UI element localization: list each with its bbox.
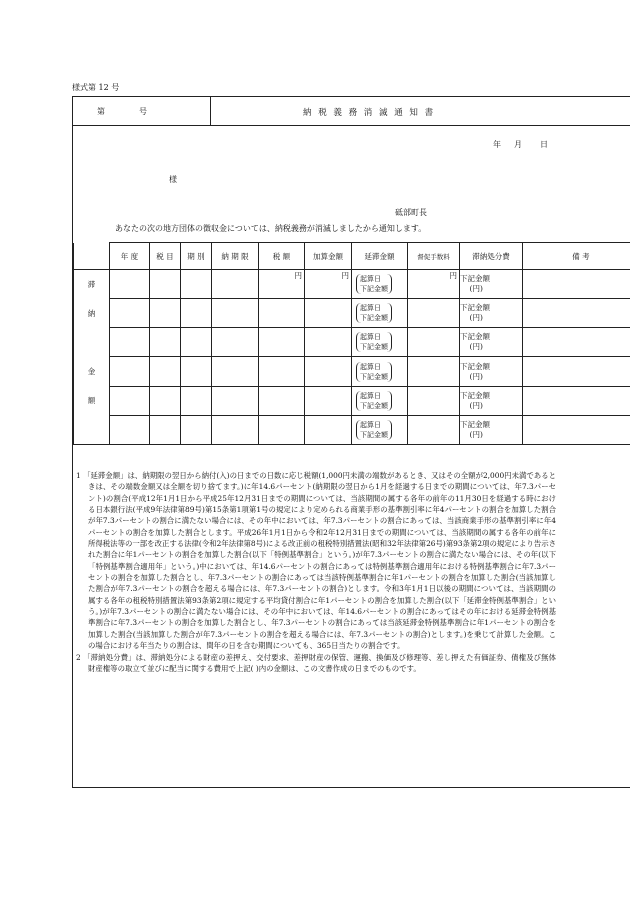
below-amount-label: 下記金額 <box>460 274 490 284</box>
notice-form <box>72 96 630 788</box>
note-1: 1 「延滞金額」は、納期限の翌日から納付(入)の日までの日数に応じ税額(1,000円未満の端数があるとき、又はその全額が2,000円未満であるときは、その端数金額又は全額を切り捨てます。)に年14.6パーセント(納期限の翌日から1月を経過する日までの期間については、年7.3パーセント)の割合(平成12年1月1日から平成25年12月31日までの期間については、当該期間の属する各年の前年の11月30日を経過する時における日本銀行法(平成9年法律第89号)第15条第1項第1号の規定により定められる商業手形の基準割引率に年4パーセントの割合を加算した割合が年7.3パーセントの割合に満たない場合には、その年中においては、年7.3パーセントの割合にあっては、当該商業手形の基準割引率に年4パーセントの割合を加算した割合とします。平成26年1月1日から令和2年12月31日までの期間については、当該期間の属する各年の前年に所得税法等の一部を改正する法律(令和2年法律第8号)による改正前の租税特別措置法(昭和32年法律第26号)第93条第2項の規定により告示された割合に年1パーセントの割合を加算した割合(以下「特例基準割合」という。)が年7.3パーセントの割合に満たない場合には、その年(以下「特例基準割合適用年」という。)中においては、年14.6パーセントの割合にあっては特例基準割合適用年における特例基準割合に年7.3パーセントの割合を加算した割合とし、年7.3パーセントの割合にあっては当該特例基準割合に年1パーセントの割合を加算した割合(当該加算した割合が年7.3パーセントの割合を超える場合には、年7.3パーセントの割合)とします。令和3年1月1日以後の期間については、当該期間の属する各年の租税特別措置法第93条第2項に規定する平均貸付割合に年1パーセントの割合を加算した割合(以下「延滞金特例基準割合」という。)が年7.3パーセントの割合に満たない場合には、その年中においては、年14.6パーセントの割合にあってはその年における延滞金特例基準割合に年7.3パーセントの割合を加算した割合とし、年7.3パーセントの割合にあっては当該延滞金特例基準割合に年1パーセントの割合を加算した割合(当該加算した割合が年7.3パーセントの割合を超える場合には、年7.3パーセントの割合)とします。)を乗じて計算した金額。この場合における年当たりの割合は、閏年の日を含む期間についても、365日当たりの割合です。 <box>76 471 556 651</box>
below-amount-label: 下記金額 <box>460 419 490 429</box>
table-row <box>74 328 630 357</box>
side-label: 金 <box>74 357 110 386</box>
below-amount-label: 下記金額 <box>460 361 490 371</box>
below-amount-label: 下記金額 <box>360 285 388 294</box>
start-date-label: 起算日 <box>360 420 381 429</box>
side-label: 額 <box>74 386 110 415</box>
header-reminder-fee: 督促手数料 <box>408 243 460 270</box>
header-tax-amount: 税 額 <box>259 243 305 270</box>
date-day: 日 <box>540 140 548 149</box>
header-period: 期 別 <box>181 243 212 270</box>
yen-paren: (円) <box>469 371 483 381</box>
start-date-label: 起算日 <box>360 391 381 400</box>
below-amount-label: 下記金額 <box>360 430 388 439</box>
yen-paren: (円) <box>469 429 483 439</box>
below-amount-label: 下記金額 <box>360 343 388 352</box>
below-amount-label: 下記金額 <box>360 372 388 381</box>
number-label-2: 号 <box>139 107 147 116</box>
yen-paren: (円) <box>469 342 483 352</box>
note-2: 2 「滞納処分費」は、滞納処分による財産の差押え、交付要求、差押財産の保管、運搬、換価及び修理等、差し押えた有価証券、債権及び無体財産権等の取立て並びに配当に関する費用で上記( )内の金額は、この文書作成の日までのものです。 <box>76 652 556 673</box>
yen-paren: (円) <box>469 313 483 323</box>
intro-text: あなたの次の地方団体の徴収金については、納税義務が消滅しましたから通知します。 <box>115 224 427 233</box>
side-label: 滞 <box>74 270 110 299</box>
table-row <box>74 386 630 415</box>
date-month: 月 <box>514 140 522 149</box>
document-title: 納 税 義 務 消 滅 通 知 書 <box>303 108 436 118</box>
yen-unit: 円 <box>408 270 460 299</box>
header-remarks: 備 考 <box>523 243 630 270</box>
date-year: 年 <box>493 140 501 149</box>
header-additional-amount: 加算金額 <box>305 243 352 270</box>
header-delinquency-amount: 延滞金額 <box>352 243 408 270</box>
side-label: 納 <box>74 299 110 328</box>
start-date-label: 起算日 <box>360 333 381 342</box>
number-label-1: 第 <box>97 107 105 116</box>
below-amount-label: 下記金額 <box>360 401 388 410</box>
addressee-suffix: 様 <box>169 175 177 184</box>
start-date-label: 起算日 <box>360 275 381 284</box>
below-amount-label: 下記金額 <box>460 303 490 313</box>
amount-table <box>73 242 630 445</box>
header-tax-item: 税 目 <box>150 243 181 270</box>
header-fiscal-year: 年 度 <box>110 243 150 270</box>
yen-paren: (円) <box>469 284 483 294</box>
form-number: 様式第 12 号 <box>72 83 120 92</box>
below-amount-label: 下記金額 <box>360 314 388 323</box>
yen-unit: 円 <box>259 270 305 299</box>
table-row <box>74 299 630 328</box>
below-amount-label: 下記金額 <box>460 390 490 400</box>
sender-name: 砥部町長 <box>395 208 427 217</box>
below-amount-label: 下記金額 <box>460 332 490 342</box>
header-disposal-cost: 滞納処分費 <box>460 243 523 270</box>
yen-paren: (円) <box>469 400 483 410</box>
table-row <box>74 357 630 386</box>
header-due-date: 納 期 限 <box>212 243 259 270</box>
yen-unit: 円 <box>305 270 352 299</box>
start-date-label: 起算日 <box>360 304 381 313</box>
table-row <box>74 415 630 444</box>
table-row <box>74 270 630 299</box>
explanatory-notes <box>76 470 556 674</box>
start-date-label: 起算日 <box>360 362 381 371</box>
